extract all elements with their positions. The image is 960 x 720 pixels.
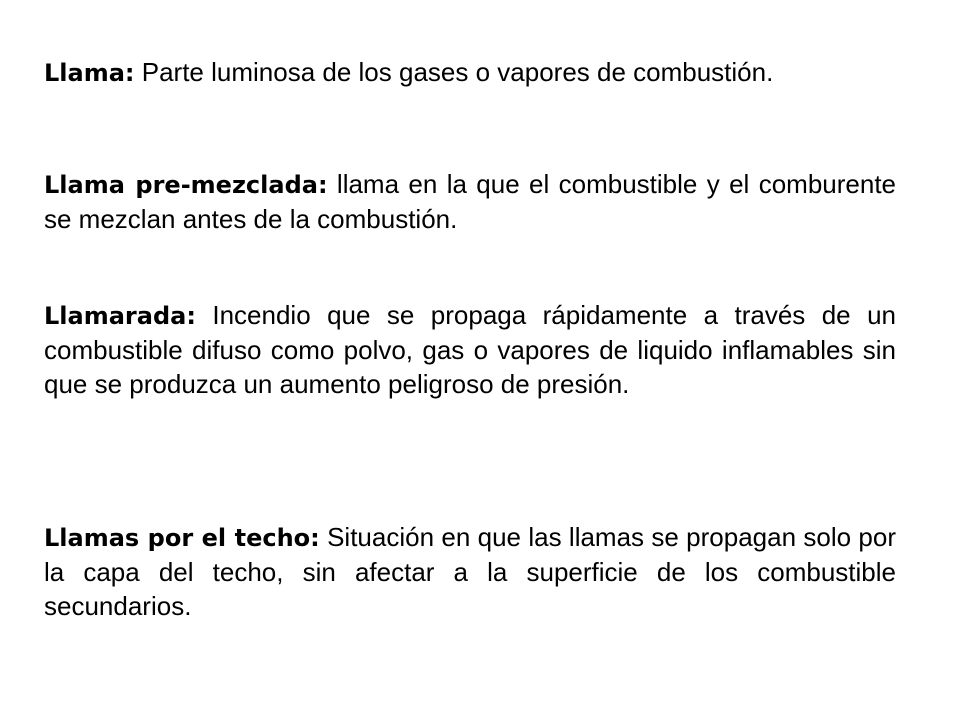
definition-llama-pre-mezclada xyxy=(44,167,896,236)
definition-text: Situación en que las llamas se propagan solo por la capa del techo, sin afectar a la superficie de los combustible secundarios. xyxy=(44,522,896,621)
definition-llama xyxy=(44,55,896,90)
term-label: Llama pre-mezclada: xyxy=(44,171,328,199)
definition-text: Incendio que se propaga rápidamente a través de un combustible difuso como polvo, gas o vapores de liquido inflamables sin que se produzca un aumento peligroso de presión. xyxy=(44,300,896,399)
definition-llamarada xyxy=(44,298,896,401)
definition-llamas-por-el-techo xyxy=(44,520,896,623)
term-label: Llama: xyxy=(44,59,135,87)
definition-text: Parte luminosa de los gases o vapores de combustión. xyxy=(141,57,774,87)
definition-text: llama en la que el combustible y el comburente se mezclan antes de la combustión. xyxy=(44,169,896,234)
term-label: Llamarada: xyxy=(44,302,196,330)
term-label: Llamas por el techo: xyxy=(44,524,320,552)
